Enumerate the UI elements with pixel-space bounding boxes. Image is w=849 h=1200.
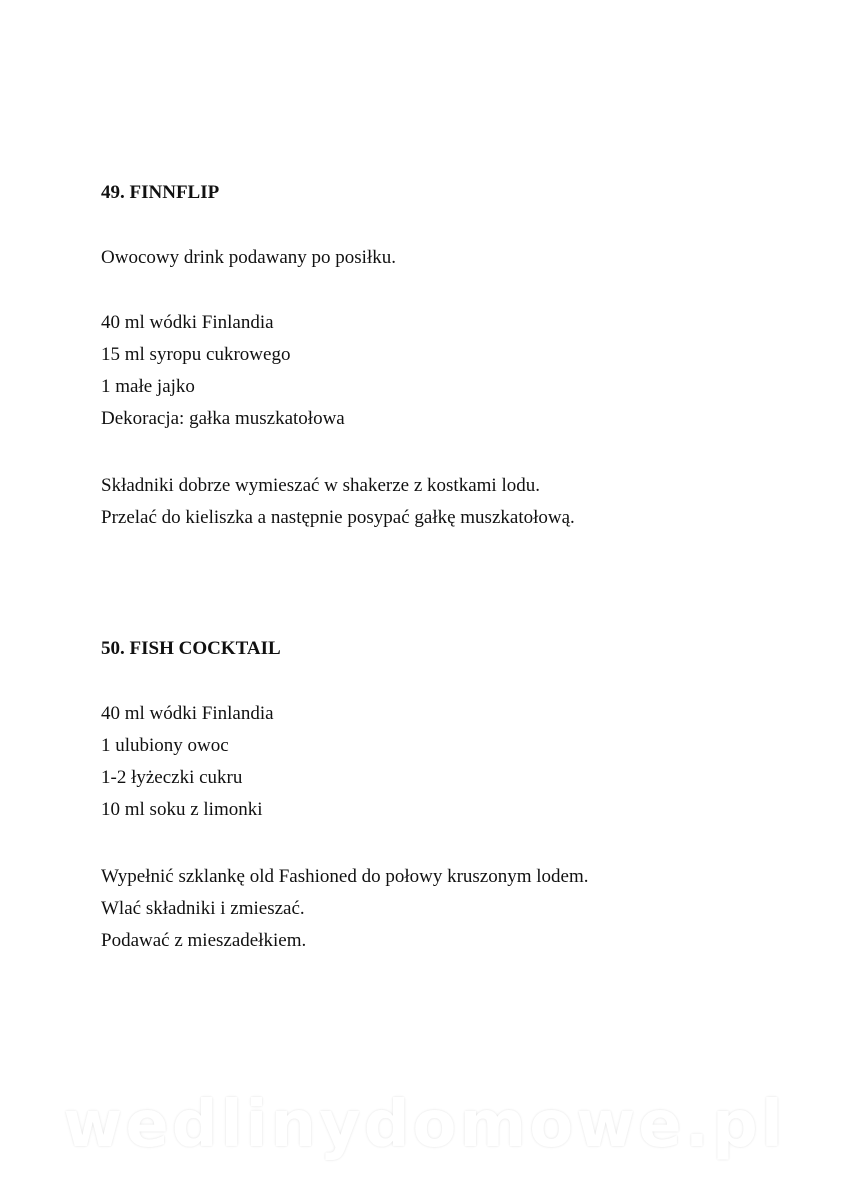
recipe-49-title: 49. FINNFLIP bbox=[101, 182, 220, 203]
recipe-49-instruction: Składniki dobrze wymieszać w shakerze z kostkami lodu. bbox=[101, 475, 540, 496]
watermark: wedlinydomowe.pl bbox=[63, 1088, 786, 1162]
recipe-50-instruction: Podawać z mieszadełkiem. bbox=[101, 930, 307, 951]
recipe-50-ingredient: 1-2 łyżeczki cukru bbox=[101, 767, 243, 788]
recipe-49-ingredient: 40 ml wódki Finlandia bbox=[101, 312, 274, 333]
recipe-49-ingredient: 1 małe jajko bbox=[101, 376, 195, 397]
recipe-49-instruction: Przelać do kieliszka a następnie posypać gałkę muszkatołową. bbox=[101, 507, 575, 528]
recipe-49-ingredient: 15 ml syropu cukrowego bbox=[101, 344, 291, 365]
recipe-50-title: 50. FISH COCKTAIL bbox=[101, 638, 281, 659]
recipe-50-ingredient: 1 ulubiony owoc bbox=[101, 735, 229, 756]
recipe-49-ingredient: Dekoracja: gałka muszkatołowa bbox=[101, 408, 345, 429]
recipe-50-instruction: Wlać składniki i zmieszać. bbox=[101, 898, 305, 919]
recipe-49-description: Owocowy drink podawany po posiłku. bbox=[101, 247, 396, 268]
recipe-50-instruction: Wypełnić szklankę old Fashioned do połowy kruszonym lodem. bbox=[101, 866, 589, 887]
recipe-50-ingredient: 40 ml wódki Finlandia bbox=[101, 703, 274, 724]
recipe-50-ingredient: 10 ml soku z limonki bbox=[101, 799, 263, 820]
